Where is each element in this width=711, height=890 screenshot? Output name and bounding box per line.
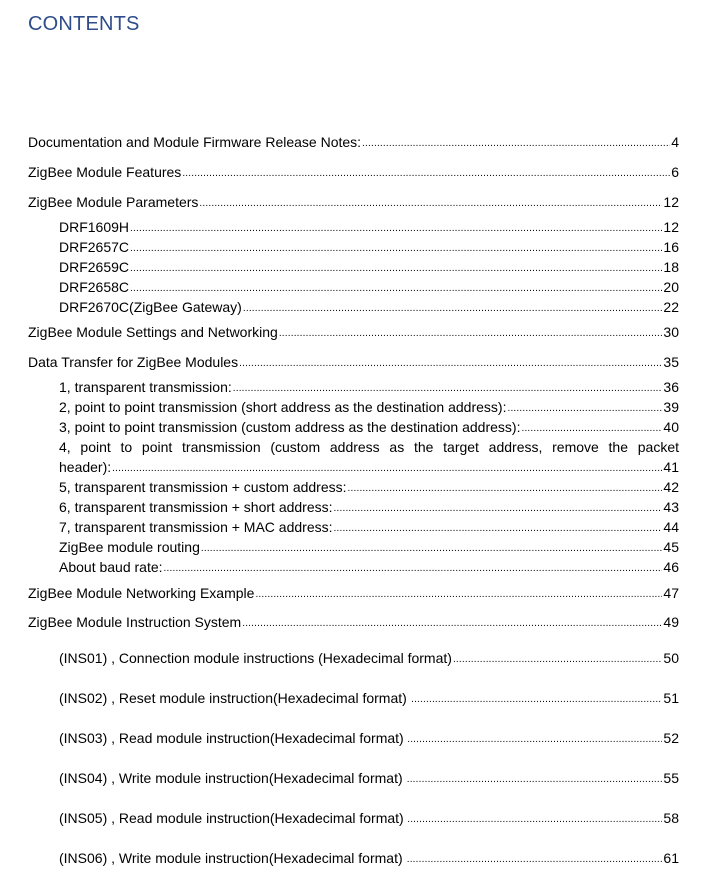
toc-leader-dots [407, 808, 662, 829]
toc-entry-title: (INS03) , Read module instruction(Hexadecimal format) [59, 730, 404, 746]
toc-entry-transparent-custom-address[interactable] [59, 478, 679, 499]
toc-leader-dots [255, 583, 662, 604]
toc-leader-dots [130, 277, 662, 298]
toc-entry-title: DRF1609H [59, 219, 130, 235]
toc-entry-p2p-remove-header-line2[interactable] [59, 458, 679, 479]
toc-entry-title: (INS02) , Reset module instruction(Hexadecimal format) [59, 690, 407, 706]
toc-leader-dots [334, 517, 663, 538]
toc-leader-dots [407, 768, 663, 789]
toc-entry-title: ZigBee module routing [59, 539, 200, 555]
toc-entry-title: About baud rate: [59, 559, 163, 575]
toc-entry-p2p-custom-address[interactable] [59, 418, 679, 439]
toc-leader-dots [130, 217, 662, 238]
toc-page-number: 6 [671, 164, 679, 180]
toc-page-number: 20 [663, 279, 679, 295]
toc-entry-drf1609h[interactable] [59, 218, 679, 239]
toc-leader-dots [407, 848, 663, 869]
toc-leader-dots [242, 612, 662, 633]
toc-entry-title: 4, point to point transmission (custom address as the target address, remove the packet [59, 439, 679, 455]
toc-leader-dots [239, 352, 662, 373]
toc-entry-baud-rate[interactable] [59, 558, 679, 579]
toc-leader-dots [348, 477, 663, 498]
toc-page-number: 12 [663, 219, 679, 235]
toc-entry-title: 1, transparent transmission: [59, 379, 232, 395]
toc-page-number: 49 [663, 614, 679, 630]
toc-entry-ins04[interactable] [59, 769, 679, 790]
toc-leader-dots [279, 322, 663, 343]
toc-page-number: 50 [663, 650, 679, 666]
toc-entry-transparent-short-address[interactable] [59, 498, 679, 519]
toc-entry-title: 2, point to point transmission (short address as the destination address): [59, 399, 507, 415]
toc-entry-title: DRF2659C [59, 259, 130, 275]
toc-entry-drf2659c[interactable] [59, 258, 679, 279]
toc-entry-title: ZigBee Module Networking Example [28, 585, 255, 601]
toc-leader-dots [334, 497, 663, 518]
toc-entry-ins03[interactable] [59, 729, 679, 750]
toc-entry-p2p-short-address[interactable] [59, 398, 679, 419]
toc-entry-title: (INS01) , Connection module instructions (Hexadecimal format) [59, 650, 452, 666]
toc-page-number: 36 [663, 379, 679, 395]
toc-leader-dots [411, 688, 662, 709]
toc-entry-release-notes[interactable] [28, 133, 679, 154]
toc-entry-title: ZigBee Module Features [28, 164, 182, 180]
toc-page-number: 12 [663, 194, 679, 210]
toc-entry-settings-networking[interactable] [28, 323, 679, 344]
toc-leader-dots [407, 728, 662, 749]
toc-entry-drf2670c[interactable] [59, 298, 679, 319]
toc-page-number: 22 [663, 299, 679, 315]
toc-entry-networking-example[interactable] [28, 584, 679, 605]
toc-leader-dots [507, 397, 662, 418]
toc-entry-title: 5, transparent transmission + custom address: [59, 479, 347, 495]
toc-leader-dots [362, 132, 670, 153]
toc-page-number: 30 [663, 324, 679, 340]
toc-page-number: 42 [663, 479, 679, 495]
toc-page-number: 46 [663, 559, 679, 575]
toc-leader-dots [199, 192, 662, 213]
toc-entry-ins02[interactable] [59, 689, 679, 710]
toc-page-number: 47 [663, 585, 679, 601]
toc-page-number: 4 [671, 134, 679, 150]
toc-page-number: 43 [663, 499, 679, 515]
toc-leader-dots [233, 377, 663, 398]
toc-entry-drf2657c[interactable] [59, 238, 679, 259]
toc-entry-instruction-system[interactable] [28, 613, 679, 634]
toc-entry-title: (INS05) , Read module instruction(Hexadecimal format) [59, 810, 404, 826]
toc-leader-dots [130, 257, 662, 278]
toc-leader-dots [164, 557, 663, 578]
toc-leader-dots [453, 648, 662, 669]
toc-page-number: 35 [663, 354, 679, 370]
toc-entry-module-routing[interactable] [59, 538, 679, 559]
toc-page-number: 55 [663, 770, 679, 786]
toc-entry-transparent-transmission[interactable] [59, 378, 679, 399]
toc-entry-title: ZigBee Module Instruction System [28, 614, 242, 630]
toc-entry-title: 6, transparent transmission + short address: [59, 499, 333, 515]
toc-leader-dots [112, 457, 662, 478]
toc-page-number: 39 [663, 399, 679, 415]
toc-page-number: 61 [663, 850, 679, 866]
toc-entry-ins05[interactable] [59, 809, 679, 830]
toc-leader-dots [130, 237, 662, 258]
toc-entry-title-continued: header): [59, 459, 112, 475]
toc-entry-title: 3, point to point transmission (custom address as the destination address): [59, 419, 521, 435]
toc-entry-title: DRF2658C [59, 279, 130, 295]
toc-entry-module-parameters[interactable] [28, 193, 679, 214]
toc-page-number: 44 [663, 519, 679, 535]
toc-entry-title: (INS04) , Write module instruction(Hexadecimal format) [59, 770, 403, 786]
toc-page-number: 51 [663, 690, 679, 706]
toc-entry-title: (INS06) , Write module instruction(Hexadecimal format) [59, 850, 403, 866]
toc-page-number: 45 [663, 539, 679, 555]
toc-entry-data-transfer[interactable] [28, 353, 679, 374]
toc-leader-dots [521, 417, 662, 438]
toc-page-number: 18 [663, 259, 679, 275]
toc-entry-title: ZigBee Module Parameters [28, 194, 199, 210]
page-title: CONTENTS [28, 13, 140, 35]
toc-page-number: 16 [663, 239, 679, 255]
toc-entry-title: Data Transfer for ZigBee Modules [28, 354, 239, 370]
toc-leader-dots [182, 162, 670, 183]
toc-entry-title: Documentation and Module Firmware Release Notes: [28, 134, 362, 150]
toc-entry-ins06[interactable] [59, 849, 679, 870]
toc-entry-drf2658c[interactable] [59, 278, 679, 299]
toc-page-number: 40 [663, 419, 679, 435]
toc-entry-p2p-remove-header-line1[interactable] [59, 438, 679, 456]
toc-page-number: 41 [663, 459, 679, 475]
toc-page-number: 52 [663, 730, 679, 746]
toc-entry-ins01[interactable] [59, 649, 679, 670]
toc-leader-dots [201, 537, 663, 558]
toc-entry-title: DRF2657C [59, 239, 130, 255]
toc-entry-title: DRF2670C(ZigBee Gateway) [59, 299, 242, 315]
toc-entry-title: ZigBee Module Settings and Networking [28, 324, 278, 340]
toc-entry-module-features[interactable] [28, 163, 679, 184]
toc-page-number: 58 [663, 810, 679, 826]
toc-leader-dots [243, 297, 663, 318]
toc-entry-title: 7, transparent transmission + MAC address: [59, 519, 333, 535]
toc-entry-transparent-mac-address[interactable] [59, 518, 679, 539]
